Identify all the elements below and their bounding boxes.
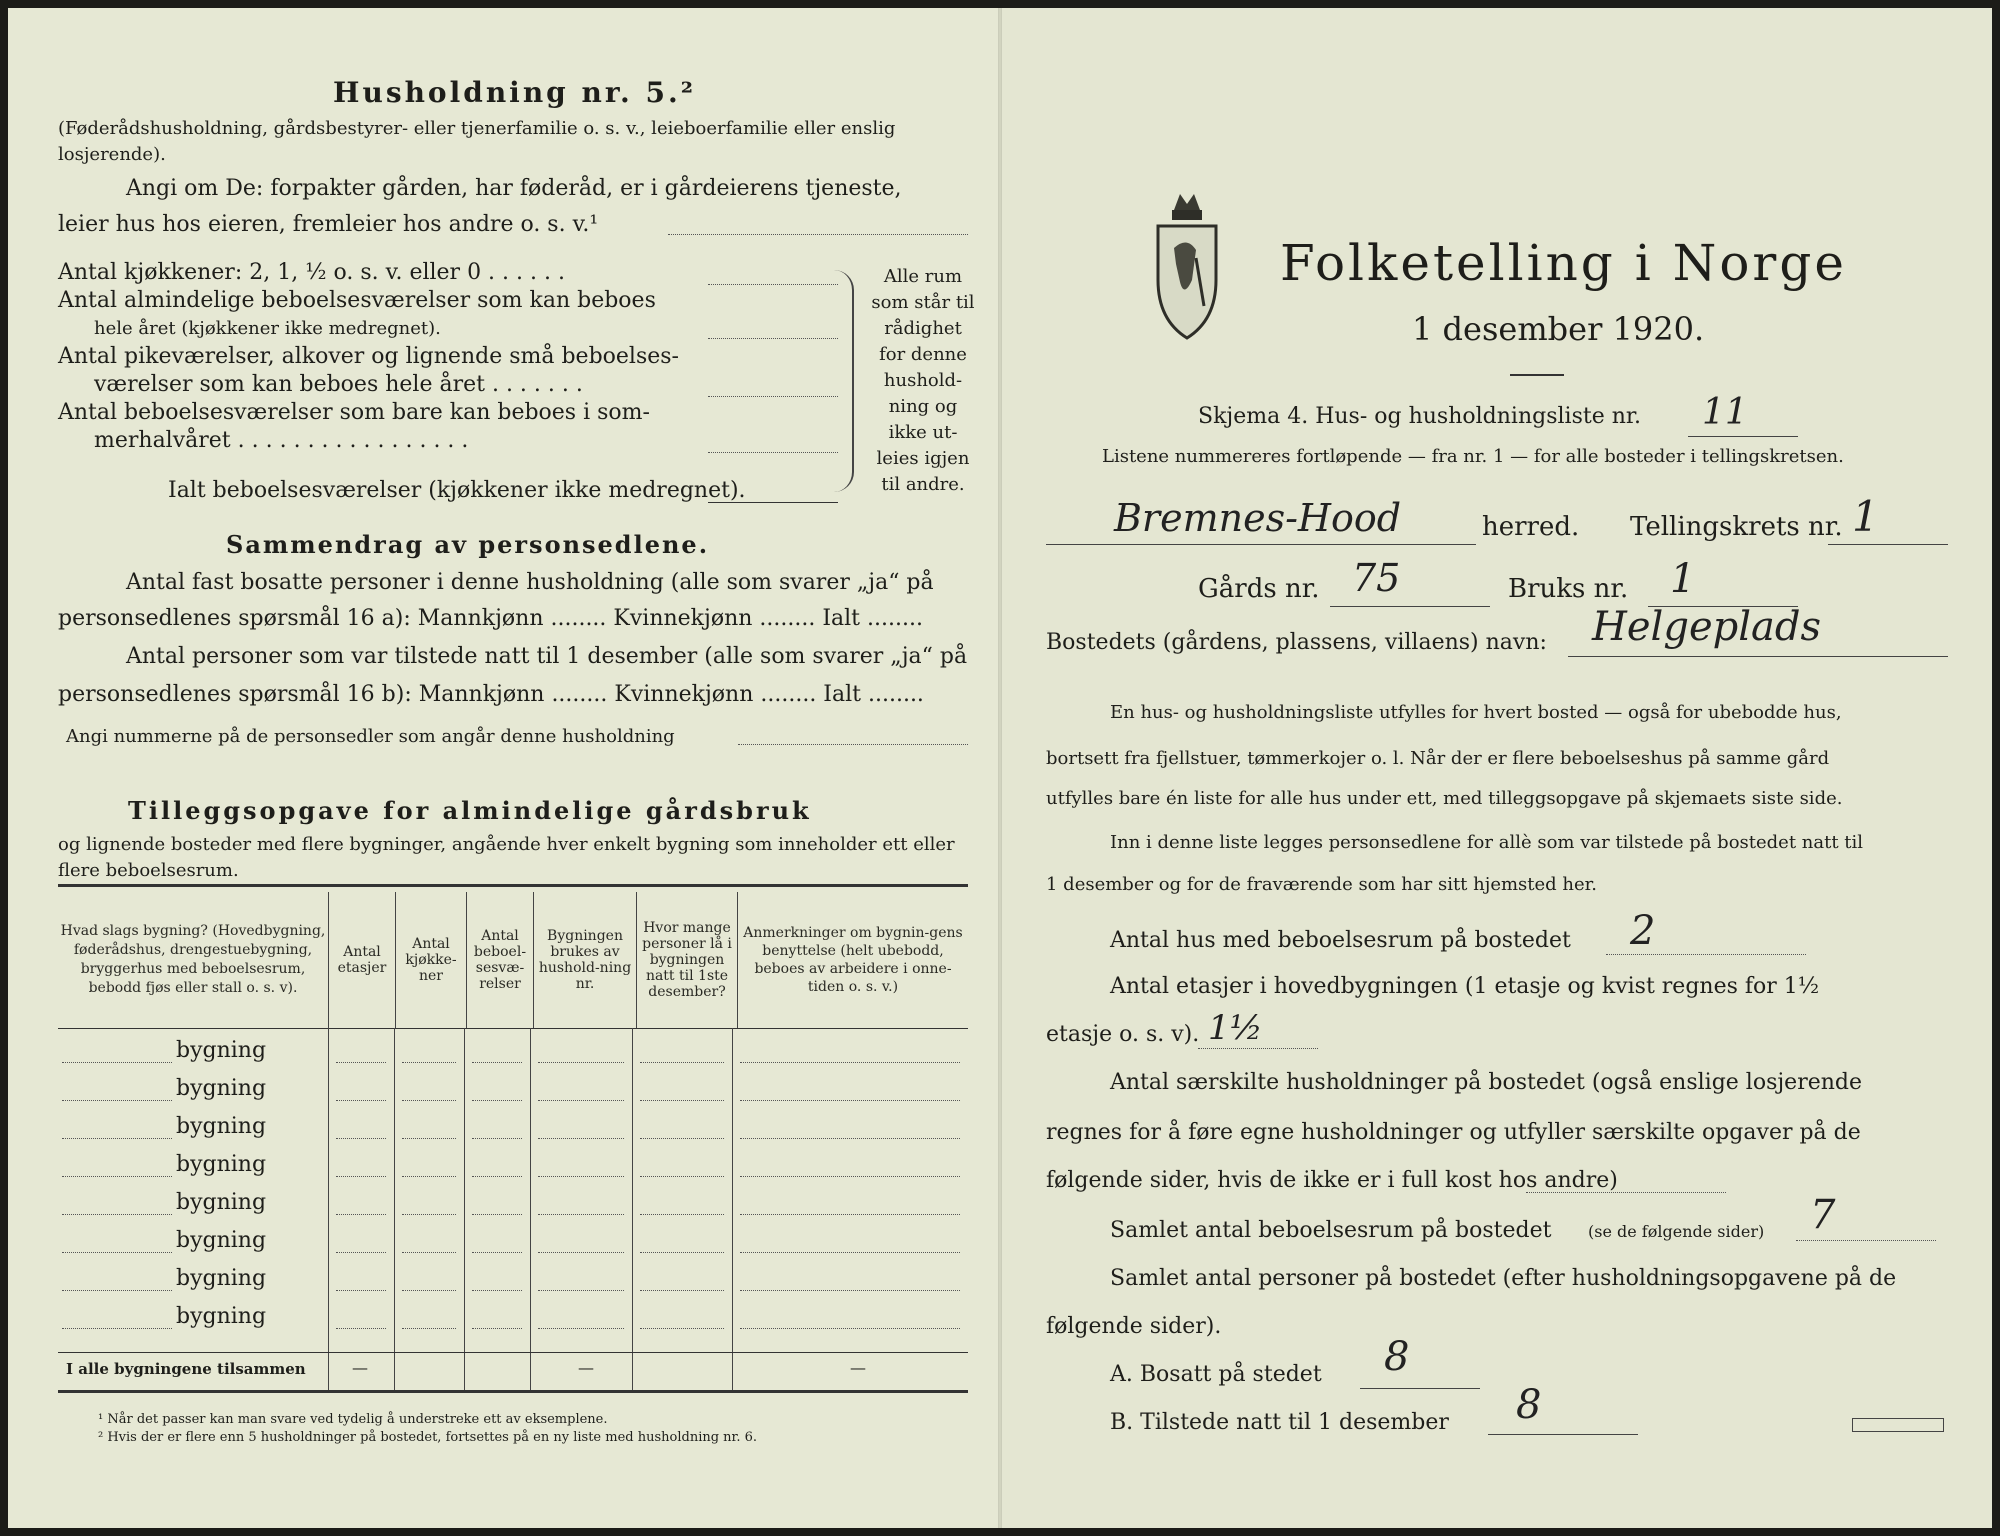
table-column-rule	[464, 1028, 465, 1390]
row-cell-fill	[538, 1328, 624, 1329]
table-column-rule	[328, 1028, 329, 1390]
total-remarks-mark: —	[850, 1358, 866, 1377]
side-note-line: leies igjen	[876, 448, 970, 469]
herred-value: Bremnes-Hood	[1114, 496, 1402, 540]
bruks-value: 1	[1670, 556, 1696, 602]
rooms-line-7: merhalvåret . . . . . . . . . . . . . . . . .	[94, 428, 469, 453]
row-building-label: bygning	[176, 1190, 267, 1215]
supplement-text: og lignende bosteder med flere bygninger, angående hver enkelt bygning som inneholder ett eller flere beboelsesrum.	[58, 834, 955, 881]
household-title: Husholdning nr. 5.²	[333, 76, 697, 109]
row-cell-fill	[640, 1138, 724, 1139]
summary-line-1: Antal fast bosatte personer i denne husholdning (alle som svarer „ja“ på	[126, 570, 934, 595]
row-cell-fill	[538, 1290, 624, 1291]
row-cell-fill	[402, 1062, 456, 1063]
side-note-line: rådighet	[884, 318, 962, 339]
table-column-rule	[530, 1028, 531, 1390]
header-building-type: Hvad slags bygning? (Hovedbygning, føderådshus, drengestuebygning, bryggerhus med beboelsesrum, bebodd fjøs eller stall o. s. v).	[60, 923, 326, 996]
row-cell-fill	[402, 1328, 456, 1329]
row-cell-fill	[402, 1100, 456, 1101]
row-building-label: bygning	[176, 1114, 267, 1139]
table-top-rule	[58, 884, 968, 887]
table-column-rule	[732, 1028, 733, 1390]
row-cell-fill	[472, 1328, 522, 1329]
side-note-line: som står til	[871, 292, 975, 313]
row-cell-fill	[472, 1062, 522, 1063]
a-value: 8	[1384, 1334, 1410, 1380]
row-cell-fill	[740, 1138, 960, 1139]
instruction-line-3: utfylles bare én liste for alle hus under ett, med tilleggsopgave på skjemaets siste side.	[1046, 788, 1843, 809]
q-rum-note: (se de følgende sider)	[1588, 1222, 1765, 1241]
table-column-rule	[632, 1028, 633, 1390]
header-floors: Antal etasjer	[329, 892, 396, 1028]
q-rum-fill	[1796, 1240, 1936, 1241]
q-rum-label: Samlet antal beboelsesrum på bostedet	[1110, 1218, 1552, 1243]
row-type-fill	[62, 1252, 172, 1253]
row-building-label: bygning	[176, 1228, 267, 1253]
q-hus-value: 2	[1630, 908, 1656, 954]
row-cell-fill	[538, 1252, 624, 1253]
rooms-total-fill	[708, 502, 838, 503]
rooms-line-4: Antal pikeværelser, alkover og lignende små beboelses-	[58, 344, 679, 369]
row-building-label: bygning	[176, 1152, 267, 1177]
table-header-rule	[58, 1028, 968, 1029]
side-note-line: ning og	[888, 396, 958, 417]
krets-fill	[1828, 544, 1948, 545]
q-etasjer-line-2: etasje o. s. v).	[1046, 1022, 1200, 1047]
table-bottom-rule	[58, 1390, 968, 1393]
q-hus-label: Antal hus med beboelsesrum på bostedet	[1110, 928, 1571, 953]
row-type-fill	[62, 1062, 172, 1063]
side-note-line: ikke ut-	[888, 422, 958, 443]
row-building-label: bygning	[176, 1304, 267, 1329]
row-building-label: bygning	[176, 1038, 267, 1063]
numbering-note: Listene nummereres fortløpende — fra nr. 1 — for alle bosteder i tellingskretsen.	[1102, 446, 1844, 467]
row-cell-fill	[472, 1176, 522, 1177]
row-cell-fill	[402, 1290, 456, 1291]
q-etasjer-line-1: Antal etasjer i hovedbygningen (1 etasje og kvist regnes for 1½	[1110, 974, 1820, 999]
b-label: B. Tilstede natt til 1 desember	[1110, 1410, 1449, 1435]
row-cell-fill	[640, 1328, 724, 1329]
row-cell-fill	[640, 1252, 724, 1253]
a-label: A. Bosatt på stedet	[1110, 1362, 1322, 1387]
row-cell-fill	[472, 1290, 522, 1291]
row-cell-fill	[336, 1252, 386, 1253]
question-fill-line	[668, 234, 968, 235]
row-cell-fill	[740, 1176, 960, 1177]
summary-title: Sammendrag av personsedlene.	[226, 530, 710, 559]
summary-line-2: personsedlenes spørsmål 16 a): Mannkjønn ........ Kvinnekjønn ........ Ialt ........	[58, 606, 923, 631]
small-rooms-fill	[708, 396, 838, 397]
summary-line-3: Antal personer som var tilstede natt til 1 desember (alle som svarer „ja“ på	[126, 644, 968, 669]
herred-fill	[1046, 544, 1476, 545]
row-cell-fill	[336, 1176, 386, 1177]
side-note-line: Alle rum	[883, 266, 963, 287]
row-cell-fill	[402, 1176, 456, 1177]
ordinary-rooms-fill	[708, 338, 838, 339]
row-cell-fill	[640, 1290, 724, 1291]
row-cell-fill	[472, 1100, 522, 1101]
q-hush-line-3: følgende sider, hvis de ikke er i full kost hos andre)	[1046, 1168, 1618, 1193]
rooms-side-note	[868, 264, 978, 498]
row-cell-fill	[472, 1138, 522, 1139]
printer-stamp	[1852, 1418, 1944, 1432]
summary-line-5: Angi nummerne på de personsedler som angår denne husholdning	[66, 726, 675, 747]
building-table-header	[58, 892, 968, 1028]
side-note-line: til andre.	[881, 474, 965, 495]
a-fill	[1360, 1388, 1480, 1389]
row-cell-fill	[740, 1328, 960, 1329]
instruction-line-2: bortsett fra fjellstuer, tømmerkojer o. l. Når der er flere beboelseshus på samme gård	[1046, 748, 1830, 769]
header-household-no: Bygningen brukes av hushold-ning nr.	[534, 892, 637, 1028]
schema-number-fill	[1688, 436, 1798, 437]
rooms-brace	[834, 270, 854, 492]
rooms-line-6: Antal beboelsesværelser som bare kan beboes i som-	[58, 400, 650, 425]
total-floors-mark: —	[352, 1358, 368, 1377]
row-type-fill	[62, 1176, 172, 1177]
kitchens-fill	[708, 284, 838, 285]
q-hush-line-1: Antal særskilte husholdninger på bostedet (også enslige losjerende	[1110, 1070, 1863, 1095]
krets-value: 1	[1852, 492, 1879, 541]
census-title: Folketelling i Norge	[1280, 234, 1847, 292]
question-line-2: leier hus hos eieren, fremleier hos andre o. s. v.¹	[58, 212, 599, 237]
row-cell-fill	[402, 1138, 456, 1139]
q-hus-fill	[1606, 954, 1806, 955]
rooms-total-label: Ialt beboelsesværelser (kjøkkener ikke medregnet).	[168, 478, 746, 503]
bosted-fill	[1568, 656, 1948, 657]
row-cell-fill	[740, 1062, 960, 1063]
b-value: 8	[1516, 1382, 1542, 1428]
header-remarks: Anmerkninger om bygnin-gens benyttelse (helt ubebodd, beboes av arbeidere i onne-tiden o. s. v.)	[738, 892, 969, 1028]
q-pers-line-2: følgende sider).	[1046, 1314, 1222, 1339]
instruction-line-1: En hus- og husholdningsliste utfylles for hvert bosted — også for ubebodde hus,	[1110, 702, 1842, 723]
summer-rooms-fill	[708, 452, 838, 453]
row-cell-fill	[740, 1214, 960, 1215]
row-cell-fill	[336, 1100, 386, 1101]
row-cell-fill	[336, 1138, 386, 1139]
q-hush-fill	[1526, 1192, 1726, 1193]
row-cell-fill	[740, 1290, 960, 1291]
right-page	[1002, 8, 1992, 1528]
row-cell-fill	[336, 1214, 386, 1215]
title-rule	[1510, 374, 1564, 376]
gards-value: 75	[1352, 556, 1401, 600]
row-cell-fill	[640, 1062, 724, 1063]
row-cell-fill	[538, 1138, 624, 1139]
household-intro-note: (Føderådshusholdning, gårdsbestyrer- eller tjenerfamilie o. s. v., leieboerfamilie eller enslig losjerende).	[58, 118, 896, 165]
left-page	[8, 8, 998, 1528]
bosted-value: Helgeplads	[1592, 604, 1822, 650]
side-note-line: hushold-	[883, 370, 963, 391]
row-cell-fill	[740, 1100, 960, 1101]
coat-of-arms-icon	[1152, 188, 1222, 348]
footnote-2: ² Hvis der er flere enn 5 husholdninger på bostedet, fortsettes på en ny liste med husholdning nr. 6.	[98, 1430, 758, 1445]
rooms-line-1: Antal kjøkkener: 2, 1, ½ o. s. v. eller 0 . . . . . .	[58, 260, 565, 285]
krets-label: Tellingskrets nr.	[1630, 512, 1843, 542]
footnote-1: ¹ Når det passer kan man svare ved tydelig å understreke ett av eksemplene.	[98, 1412, 608, 1427]
q-hush-line-2: regnes for å føre egne husholdninger og utfyller særskilte opgaver på de	[1046, 1120, 1861, 1145]
row-building-label: bygning	[176, 1076, 267, 1101]
rooms-line-5: værelser som kan beboes hele året . . . . . . .	[94, 372, 583, 397]
row-cell-fill	[402, 1252, 456, 1253]
q-rum-value: 7	[1810, 1192, 1836, 1238]
census-date: 1 desember 1920.	[1412, 310, 1705, 348]
row-cell-fill	[740, 1252, 960, 1253]
header-rooms: Antal beboel-sesvæ-relser	[467, 892, 534, 1028]
b-fill	[1488, 1434, 1638, 1435]
q-etasjer-value: 1½	[1208, 1008, 1263, 1048]
header-kitchens: Antal kjøkke-ner	[396, 892, 467, 1028]
row-type-fill	[62, 1290, 172, 1291]
row-cell-fill	[538, 1214, 624, 1215]
gards-label: Gårds nr.	[1198, 574, 1320, 604]
row-cell-fill	[472, 1252, 522, 1253]
row-cell-fill	[336, 1062, 386, 1063]
row-cell-fill	[336, 1328, 386, 1329]
rooms-line-3: hele året (kjøkkener ikke medregnet).	[94, 318, 441, 339]
header-persons: Hvor mange personer lå i bygningen natt til 1ste desember?	[637, 892, 738, 1028]
person-numbers-fill	[738, 744, 968, 745]
row-cell-fill	[336, 1290, 386, 1291]
rooms-line-2: Antal almindelige beboelsesværelser som kan beboes	[58, 288, 656, 313]
q-etasjer-fill	[1198, 1048, 1318, 1049]
total-household-mark: —	[578, 1358, 594, 1377]
question-line-1: Angi om De: forpakter gården, har føderåd, er i gårdeierens tjeneste,	[126, 176, 902, 201]
instruction-line-5: 1 desember og for de fraværende som har sitt hjemsted her.	[1046, 874, 1597, 895]
table-total-top-rule	[58, 1352, 968, 1353]
instruction-line-4: Inn i denne liste legges personsedlene for allè som var tilstede på bostedet natt til	[1110, 832, 1864, 853]
summary-line-4: personsedlenes spørsmål 16 b): Mannkjønn ........ Kvinnekjønn ........ Ialt ........	[58, 682, 924, 707]
bruks-label: Bruks nr.	[1508, 574, 1629, 604]
row-cell-fill	[538, 1062, 624, 1063]
row-type-fill	[62, 1138, 172, 1139]
row-type-fill	[62, 1100, 172, 1101]
row-cell-fill	[640, 1100, 724, 1101]
row-type-fill	[62, 1214, 172, 1215]
gards-fill	[1330, 606, 1490, 607]
herred-label: herred.	[1482, 512, 1580, 542]
row-cell-fill	[640, 1176, 724, 1177]
row-building-label: bygning	[176, 1266, 267, 1291]
table-total-label: I alle bygningene tilsammen	[66, 1360, 306, 1378]
row-cell-fill	[538, 1176, 624, 1177]
table-column-rule	[394, 1028, 395, 1390]
supplement-title: Tilleggsopgave for almindelige gårdsbruk	[128, 796, 812, 825]
bosted-label: Bostedets (gårdens, plassens, villaens) navn:	[1046, 630, 1547, 655]
row-cell-fill	[402, 1214, 456, 1215]
row-cell-fill	[640, 1214, 724, 1215]
q-pers-line-1: Samlet antal personer på bostedet (efter husholdningsopgavene på de	[1110, 1266, 1897, 1291]
row-type-fill	[62, 1328, 172, 1329]
schema-number: 11	[1702, 392, 1748, 433]
side-note-line: for denne	[879, 344, 967, 365]
schema-label: Skjema 4. Hus- og husholdningsliste nr.	[1198, 404, 1641, 429]
row-cell-fill	[538, 1100, 624, 1101]
row-cell-fill	[472, 1214, 522, 1215]
